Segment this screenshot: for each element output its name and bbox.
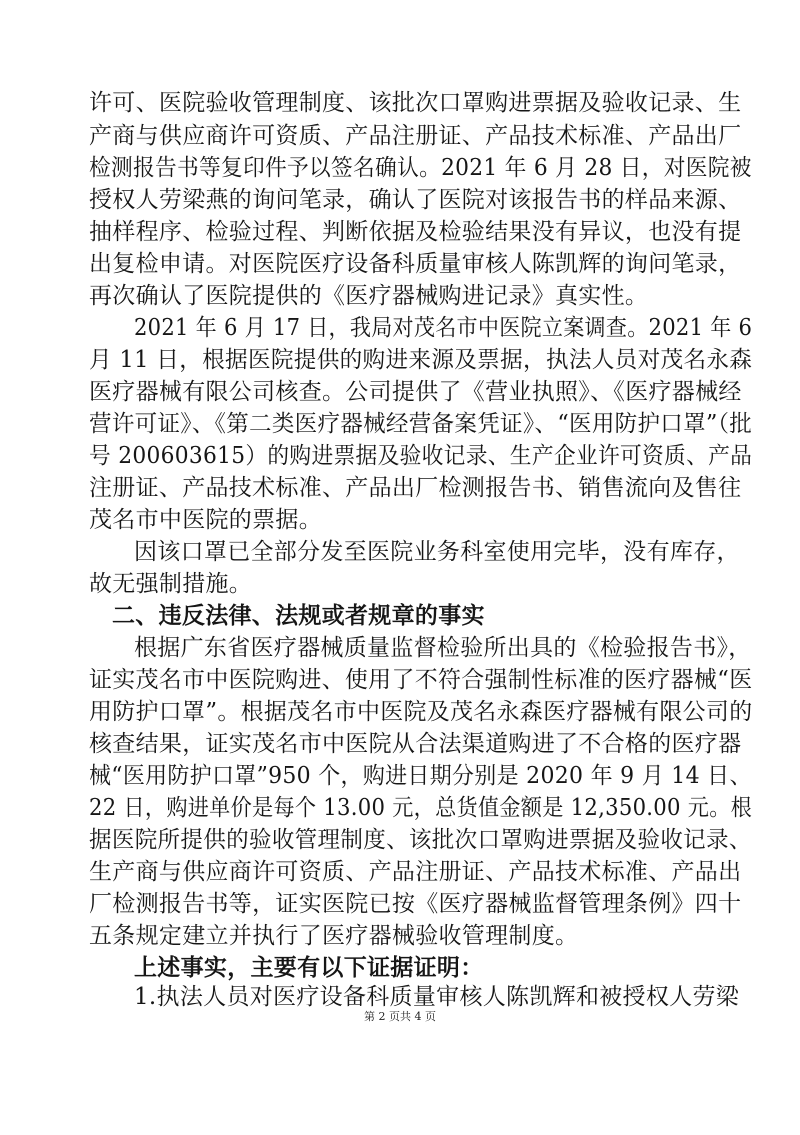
text-line-6: 出复检申请。对医院医疗设备科质量审核人陈凯辉的询问笔录， bbox=[89, 251, 742, 277]
text-line-12: 号 200603615）的购进票据及验收记录、生产企业许可资质、产品 bbox=[89, 443, 753, 469]
text-line-10: 医疗器械有限公司核查。公司提供了《营业执照》、《医疗器械经 bbox=[89, 379, 742, 405]
text-line-15: 因该口罩已全部分发至医院业务科室使用完毕，没有库存， bbox=[134, 539, 740, 565]
text-line-22: 械“医用防护口罩”950 个，购进日期分别是 2020 年 9 月 14 日、 bbox=[89, 763, 752, 789]
text-line-26: 厂检测报告书等，证实医院已按《医疗器械监督管理条例》四十 bbox=[89, 891, 742, 917]
text-line-29: 1.执法人员对医疗设备科质量审核人陈凯辉和被授权人劳梁 bbox=[134, 984, 740, 1010]
text-line-3: 检测报告书等复印件予以签名确认。2021 年 6 月 28 日，对医院被 bbox=[89, 155, 752, 181]
text-line-9: 月 11 日，根据医院提供的购进来源及票据，执法人员对茂名永森 bbox=[89, 347, 753, 373]
evidence-heading: 上述事实，主要有以下证据证明： bbox=[134, 954, 484, 981]
text-line-23: 22 日，购进单价是每个 13.00 元，总货值金额是 12,350.00 元。根 bbox=[89, 795, 753, 821]
text-line-24: 据医院所提供的验收管理制度、该批次口罩购进票据及验收记录、 bbox=[89, 827, 752, 853]
text-line-18: 根据广东省医疗器械质量监督检验所出具的《检验报告书》， bbox=[134, 635, 752, 661]
text-line-1: 许可、医院验收管理制度、该批次口罩购进票据及验收记录、生 bbox=[89, 90, 742, 116]
text-line-2: 产商与供应商许可资质、产品注册证、产品技术标准、产品出厂 bbox=[89, 123, 742, 149]
text-line-5: 抽样程序、检验过程、判断依据及检验结果没有异议，也没有提 bbox=[89, 219, 742, 245]
text-line-8: 2021 年 6 月 17 日，我局对茂名市中医院立案调查。2021 年 6 bbox=[134, 315, 753, 341]
text-line-16: 故无强制措施。 bbox=[89, 571, 253, 597]
text-line-21: 核查结果，证实茂名市中医院从合法渠道购进了不合格的医疗器 bbox=[89, 731, 742, 757]
text-line-4: 授权人劳梁燕的询问笔录，确认了医院对该报告书的样品来源、 bbox=[89, 187, 742, 213]
text-line-14: 茂名市中医院的票据。 bbox=[89, 507, 322, 533]
section-heading: 二、违反法律、法规或者规章的事实 bbox=[112, 602, 485, 629]
text-line-20: 用防护口罩”。根据茂名市中医院及茂名永森医疗器械有限公司的 bbox=[89, 699, 753, 725]
text-line-27: 五条规定建立并执行了医疗器械验收管理制度。 bbox=[89, 923, 579, 949]
text-line-7: 再次确认了医院提供的《医疗器械购进记录》真实性。 bbox=[89, 283, 649, 309]
text-line-11: 营许可证》、《第二类医疗器械经营备案凭证》、“医用防护口罩”（批 bbox=[89, 411, 753, 437]
text-line-13: 注册证、产品技术标准、产品出厂检测报告书、销售流向及售往 bbox=[89, 475, 742, 501]
text-line-25: 生产商与供应商许可资质、产品注册证、产品技术标准、产品出 bbox=[89, 859, 742, 885]
text-line-19: 证实茂名市中医院购进、使用了不符合强制性标准的医疗器械“医 bbox=[89, 667, 753, 693]
page-footer: 第 2 页共 4 页 bbox=[364, 1010, 436, 1023]
